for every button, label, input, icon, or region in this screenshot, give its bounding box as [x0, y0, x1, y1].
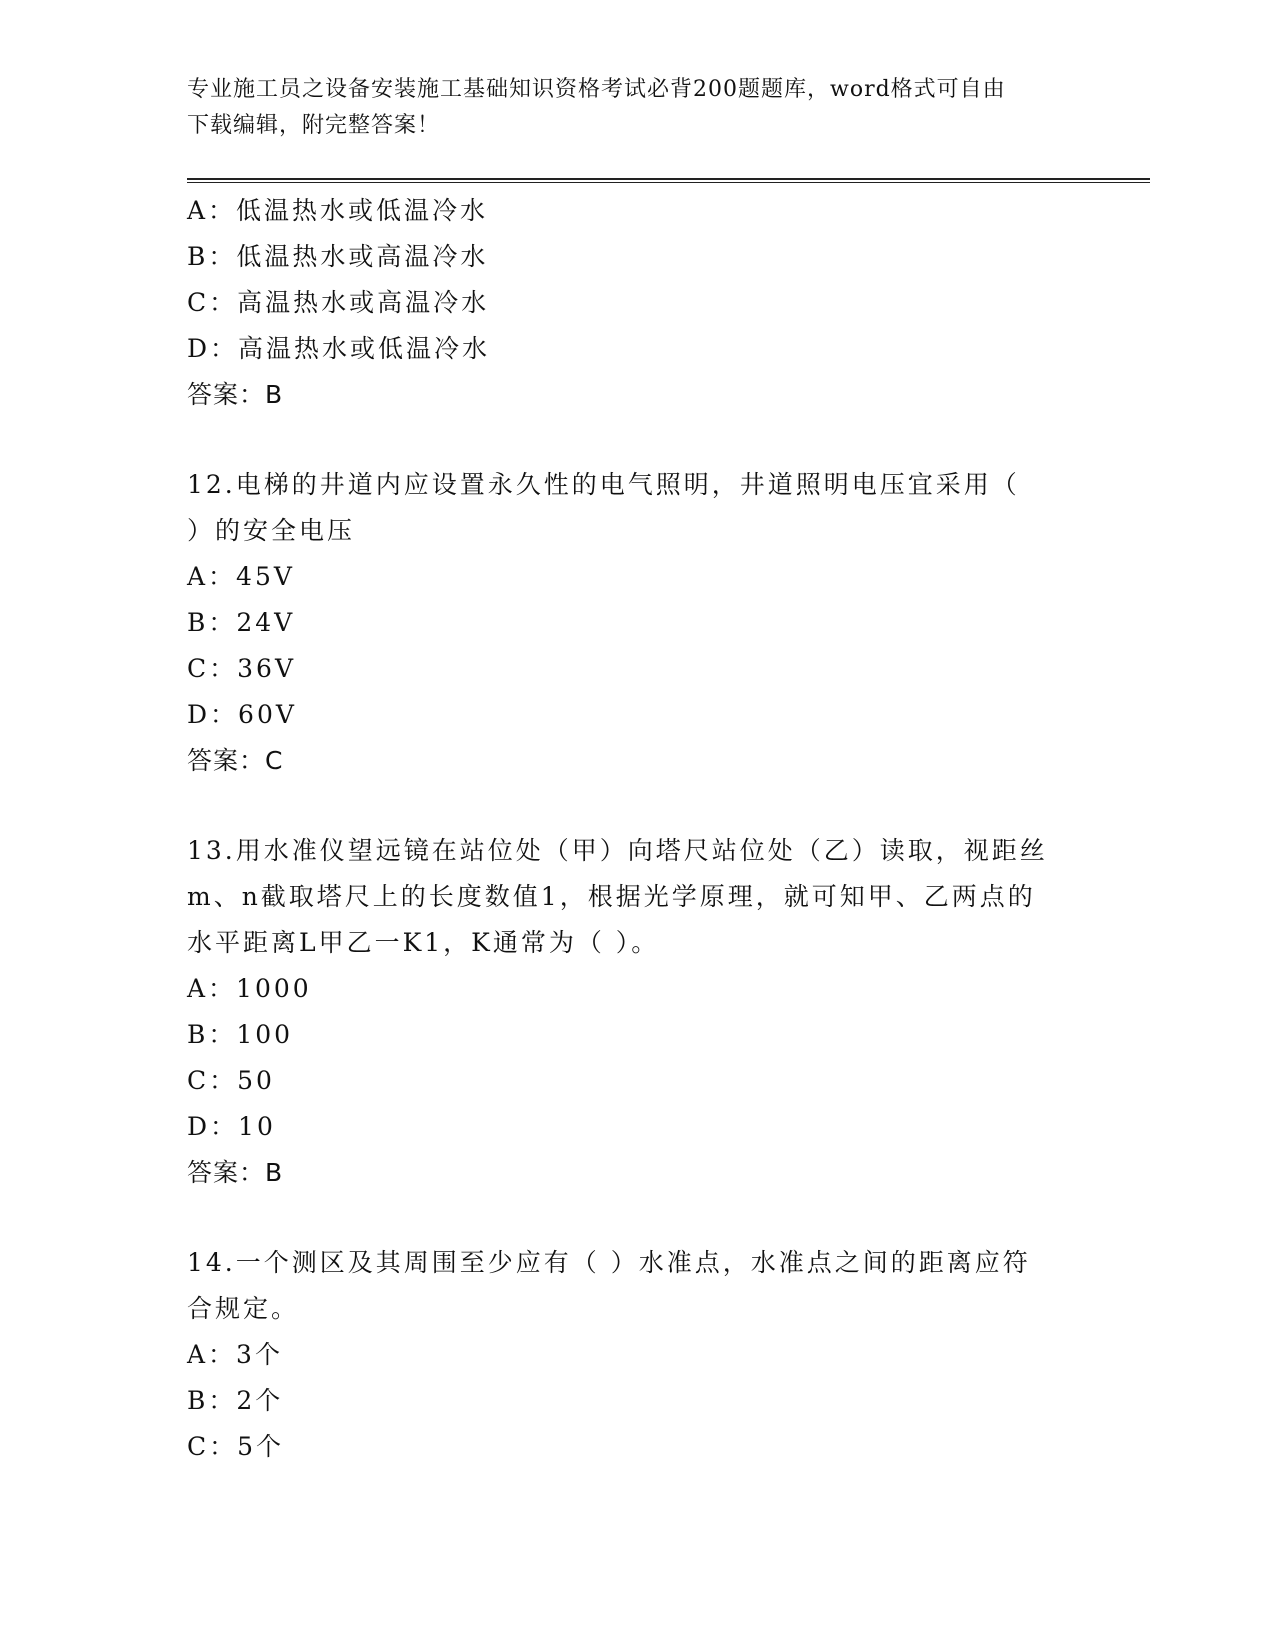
option-c: C：5个 [187, 1432, 285, 1461]
spacer [187, 1196, 1087, 1240]
option-b: B：低温热水或高温冷水 [187, 242, 489, 271]
option-d: D：10 [187, 1112, 276, 1141]
answer: 答案：B [187, 1158, 284, 1187]
spacer [187, 418, 1087, 462]
option-b: B：2个 [187, 1386, 284, 1415]
option-d: D：60V [187, 700, 297, 729]
question-text-line-1: 12.电梯的井道内应设置永久性的电气照明，井道照明电压宜采用（ [187, 470, 1020, 499]
option-a: A：45V [187, 562, 295, 591]
answer: 答案：B [187, 380, 284, 409]
question-text-line-3: 水平距离L甲乙一K1，K通常为（ ）。 [187, 928, 660, 957]
option-a: A：1000 [187, 974, 312, 1003]
question-13 [187, 828, 1087, 1196]
option-b: B：100 [187, 1020, 294, 1049]
spacer [187, 784, 1087, 828]
question-list [187, 188, 1087, 1470]
header-divider [187, 178, 1150, 183]
question-text-line-1: 14.一个测区及其周围至少应有（ ）水准点，水准点之间的距离应符 [187, 1248, 1031, 1277]
option-a: A：低温热水或低温冷水 [187, 196, 489, 225]
header-title-line-2: 下载编辑，附完整答案！ [187, 113, 441, 138]
answer: 答案：C [187, 746, 284, 775]
option-a: A：3个 [187, 1340, 283, 1369]
option-c: C：36V [187, 654, 296, 683]
question-12 [187, 462, 1087, 784]
option-b: B：24V [187, 608, 296, 637]
option-c: C：高温热水或高温冷水 [187, 288, 490, 317]
question-text-line-2: m、n截取塔尺上的长度数值1，根据光学原理，就可知甲、乙两点的 [187, 882, 1036, 911]
option-d: D：高温热水或低温冷水 [187, 334, 491, 363]
document-header [187, 72, 1067, 144]
question-text-line-1: 13.用水准仪望远镜在站位处（甲）向塔尺站位处（乙）读取，视距丝 [187, 836, 1048, 865]
question-11 [187, 188, 1087, 418]
question-text-line-2: ）的安全电压 [187, 516, 356, 545]
question-14 [187, 1240, 1087, 1470]
header-title-line-1: 专业施工员之设备安装施工基础知识资格考试必背200题题库，word格式可自由 [187, 77, 1006, 102]
option-c: C：50 [187, 1066, 275, 1095]
question-text-line-2: 合规定。 [187, 1294, 300, 1323]
